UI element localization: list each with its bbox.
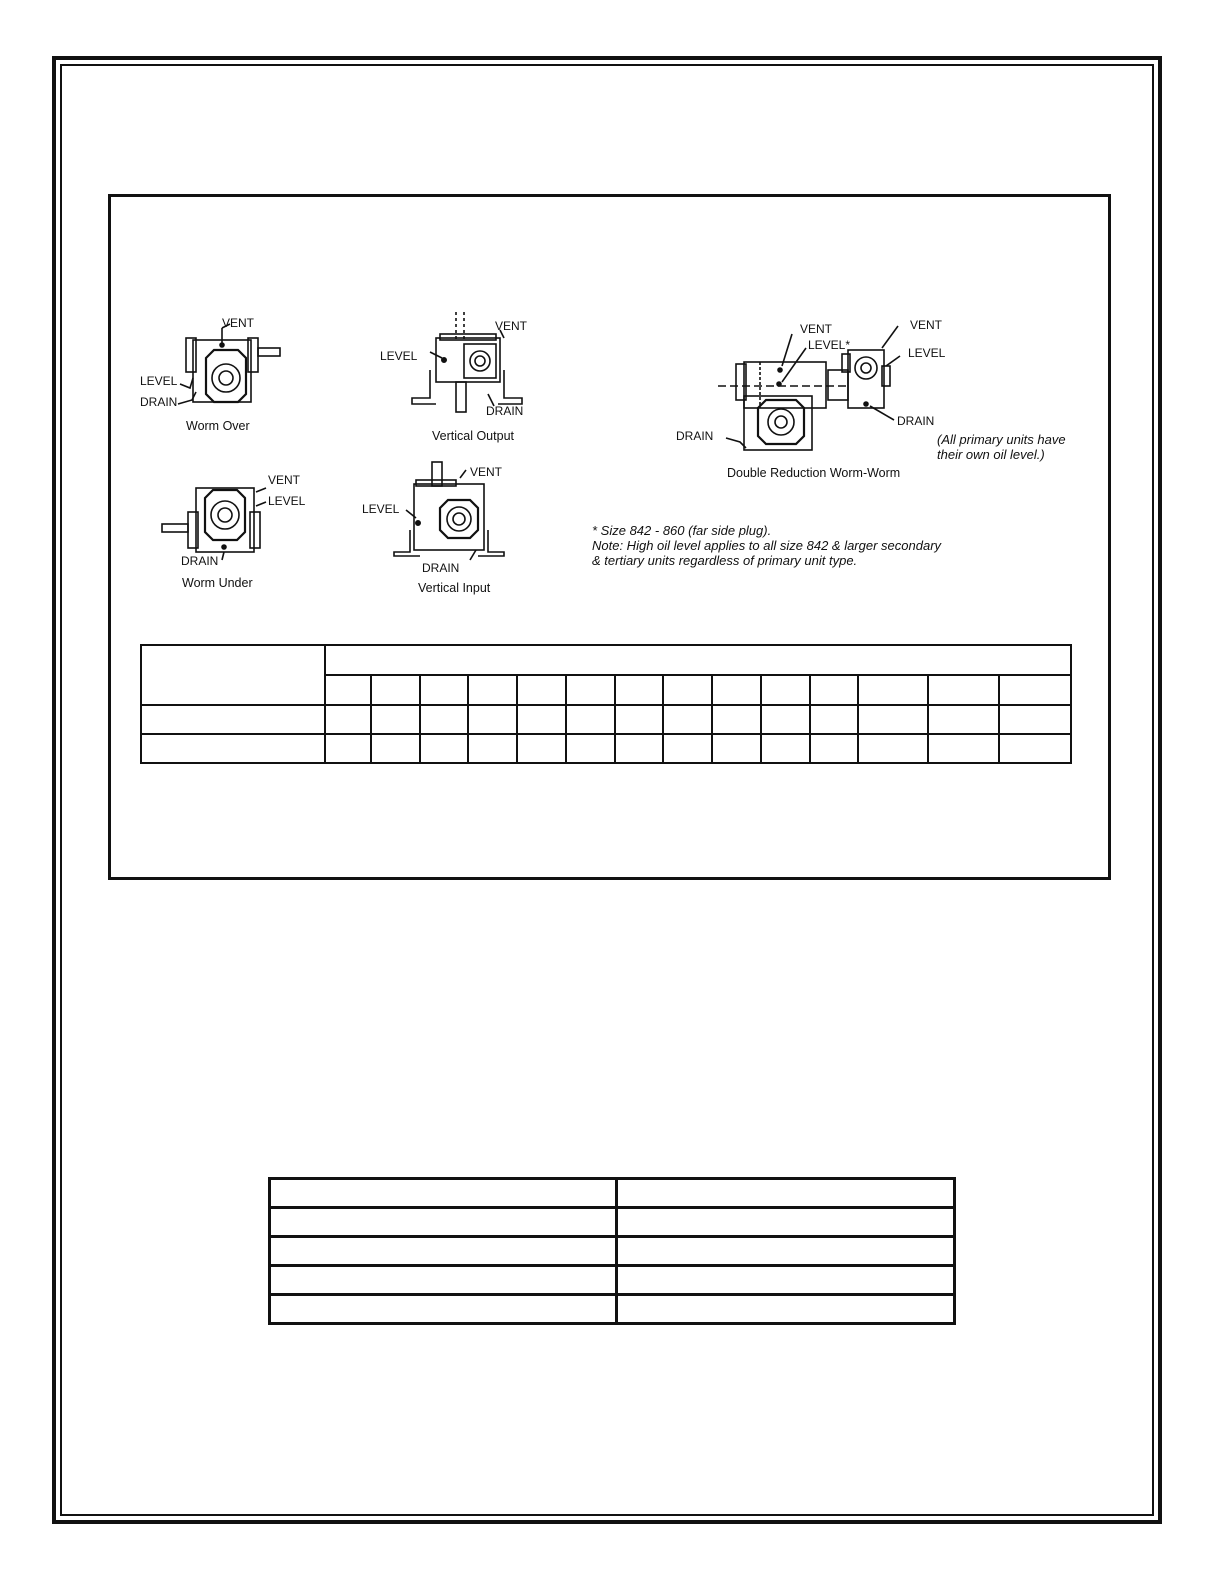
worm-over-caption: Worm Over [186,419,250,433]
double-reduction-primary-drain-label: DRAIN [676,429,714,443]
size-col-7 [615,675,663,705]
vertical-output-drain-label: DRAIN [486,404,524,418]
worm-over-drain-label: DRAIN [140,395,178,409]
table-row [141,734,1071,763]
primary-units-note-line-2: their own oil level.) [937,447,1045,462]
size-col-13 [928,675,998,705]
table-row [270,1295,955,1324]
size-col-12 [858,675,928,705]
size-footnote [592,523,941,568]
size-col-14 [999,675,1071,705]
oil-capacity-table [140,644,1072,764]
footnote-line-3: & tertiary units regardless of primary unit type. [592,553,858,568]
vertical-input-level-label: LEVEL [362,502,400,516]
worm-over-vent-label: VENT [222,316,255,330]
size-col-10 [761,675,809,705]
worm-under-caption: Worm Under [182,576,253,590]
row-header-cell [141,645,325,705]
vertical-input-caption: Vertical Input [418,581,491,595]
vertical-output-caption: Vertical Output [432,429,514,443]
double-reduction-primary-level-label: LEVEL* [808,338,851,352]
table-row [270,1208,955,1237]
table-row [270,1266,955,1295]
size-col-5 [517,675,566,705]
worm-over-diagram [178,324,280,404]
size-col-4 [468,675,516,705]
size-col-8 [663,675,711,705]
primary-units-note [937,432,1066,462]
double-reduction-primary-vent-label: VENT [800,322,833,336]
size-col-3 [420,675,468,705]
double-reduction-secondary-drain-label: DRAIN [897,414,935,428]
size-col-11 [810,675,858,705]
lubricant-table [268,1177,956,1325]
vertical-input-drain-label: DRAIN [422,561,460,575]
primary-units-note-line-1: (All primary units have [937,432,1066,447]
worm-under-drain-label: DRAIN [181,554,219,568]
table-row [270,1179,955,1208]
footnote-line-2: Note: High oil level applies to all size 842 & larger secondary [592,538,942,553]
vertical-input-vent-label: VENT [470,465,503,479]
worm-under-level-label: LEVEL [268,494,306,508]
size-col-1 [325,675,372,705]
double-reduction-secondary-vent-label: VENT [910,318,943,332]
footnote-line-1: * Size 842 - 860 (far side plug). [592,523,772,538]
vertical-output-level-label: LEVEL [380,349,418,363]
worm-under-vent-label: VENT [268,473,301,487]
size-group-header [325,645,1071,675]
worm-under-diagram [162,488,266,560]
size-col-6 [566,675,614,705]
worm-over-level-label: LEVEL [140,374,178,388]
double-reduction-secondary-level-label: LEVEL [908,346,946,360]
size-col-2 [371,675,419,705]
table-row [141,705,1071,734]
size-col-9 [712,675,761,705]
double-reduction-caption: Double Reduction Worm-Worm [727,466,901,480]
vertical-output-vent-label: VENT [495,319,528,333]
table-row [270,1237,955,1266]
